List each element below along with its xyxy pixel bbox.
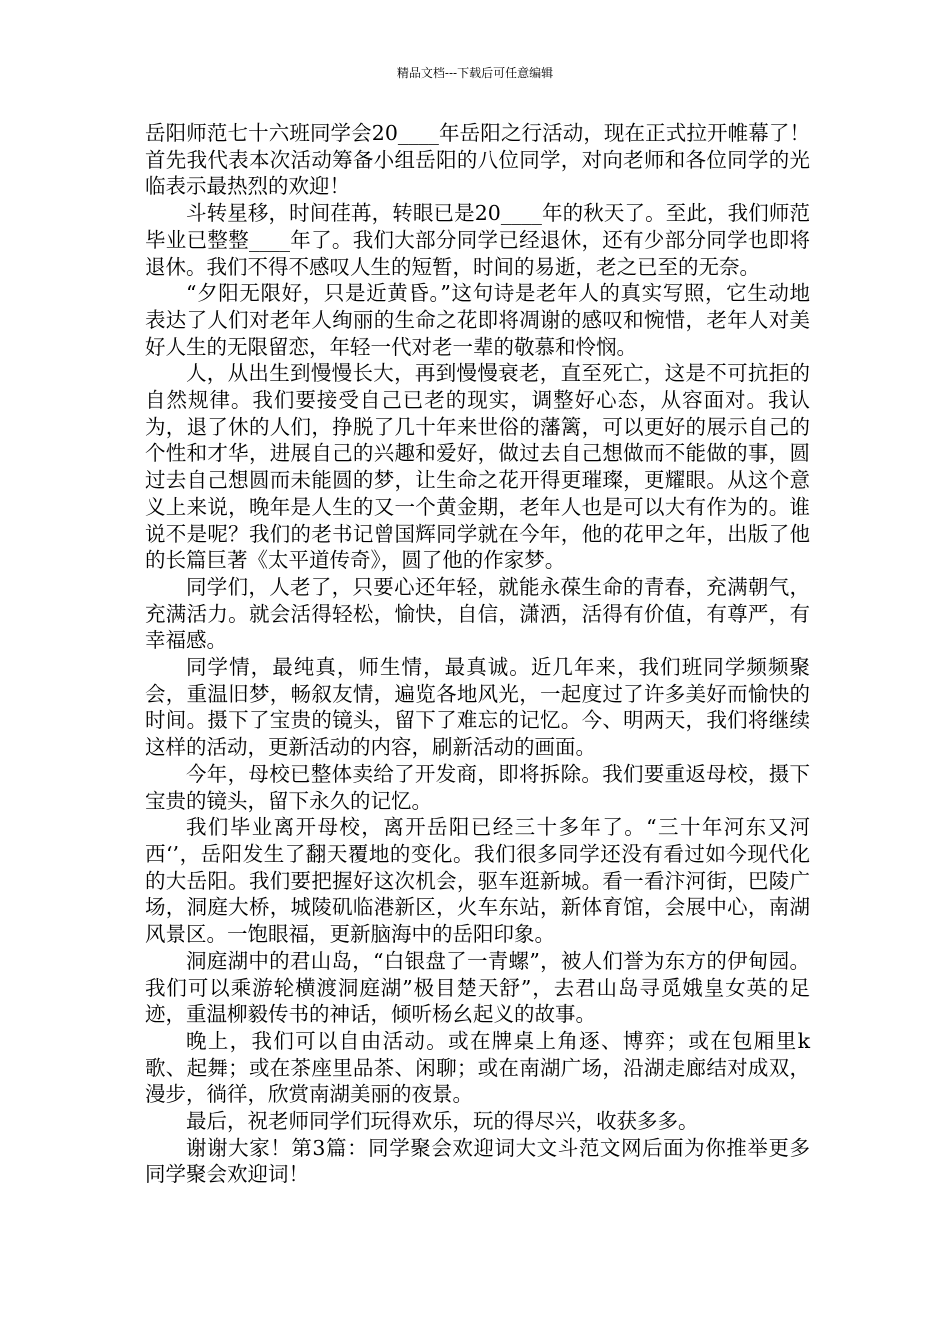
paragraph: 谢谢大家！第3篇：同学聚会欢迎词大文斗范文网后面为你推举更多同学聚会欢迎词！ <box>145 1135 810 1187</box>
paragraph: 同学们，人老了，只要心还年轻，就能永葆生命的青春，充满朝气，充满活力。就会活得轻松，愉快，自信，潇洒，活得有价值，有尊严，有幸福感。 <box>145 574 810 653</box>
paragraph: “夕阳无限好，只是近黄昏。”这句诗是老年人的真实写照，它生动地表达了人们对老年人绚丽的生命之花即将凋谢的感叹和惋惜，老年人对美好人生的无限留恋，年轻一代对老一辈的敬慕和怜悯。 <box>145 281 810 359</box>
document-body <box>145 120 810 1188</box>
paragraph: 人，从出生到慢慢长大，再到慢慢衰老，直至死亡，这是不可抗拒的自然规律。我们要接受自己已老的现实，调整好心态，从容面对。我认为，退了休的人们，挣脱了几十年来世俗的藩篱，可以更好的展示自己的个性和才华，进展自己的兴趣和爱好，做过去自己想做而不能做的事，圆过去自己想圆而未能圆的梦，让生命之花开得更璀璨，更耀眼。从这个意义上来说，晚年是人生的又一个黄金期，老年人也是可以大有作为的。谁说不是呢？我们的老书记曾国辉同学就在今年，他的花甲之年，出版了他的长篇巨著《太平道传奇》，圆了他的作家梦。 <box>145 361 810 573</box>
paragraph: 最后，祝老师同学们玩得欢乐，玩的得尽兴，收获多多。 <box>186 1109 699 1134</box>
page-header: 精品文档---下载后可任意编辑 <box>396 66 554 80</box>
paragraph: 同学情，最纯真，师生情，最真诚。近几年来，我们班同学频频聚会，重温旧梦，畅叙友情，遍览各地风光，一起度过了许多美好而愉快的时间。摄下了宝贵的镜头，留下了难忘的记忆。今、明两天，我们将继续这样的活动，更新活动的内容，刷新活动的画面。 <box>145 655 810 760</box>
paragraph: 斗转星移，时间荏苒，转眼已是20____年的秋天了。至此，我们师范毕业已整整____年了。我们大部分同学已经退休，还有少部分同学也即将退休。我们不得不感叹人生的短暂，时间的易逝，老之已至的无奈。 <box>145 201 810 279</box>
paragraph: 晚上，我们可以自由活动。或在牌桌上角逐、博弈；或在包厢里k歌、起舞；或在茶座里品茶、闲聊；或在南湖广场，沿湖走廊结对成双，漫步，徜徉，欣赏南湖美丽的夜景。 <box>145 1028 810 1107</box>
paragraph: 岳阳师范七十六班同学会20____年岳阳之行活动，现在正式拉开帷幕了！首先我代表本次活动筹备小组岳阳的八位同学，对向老师和各位同学的光临表示最热烈的欢迎！ <box>145 121 810 199</box>
paragraph: 今年，母校已整体卖给了开发商，即将拆除。我们要重返母校，摄下宝贵的镜头，留下永久的记忆。 <box>145 761 810 813</box>
paragraph: 洞庭湖中的君山岛，“白银盘了一青螺”，被人们誉为东方的伊甸园。我们可以乘游轮横渡洞庭湖”极目楚天舒”，去君山岛寻觅娥皇女英的足迹，重温柳毅传书的神话，倾听杨幺起义的故事。 <box>145 948 810 1027</box>
paragraph: 我们毕业离开母校，离开岳阳已经三十多年了。“三十年河东又河西‘’，岳阳发生了翻天覆地的变化。我们很多同学还没有看过如今现代化的大岳阳。我们要把握好这次机会，驱车逛新城。看一看汴河街，巴陵广场，洞庭大桥，城陵矶临港新区，火车东站，新体育馆，会展中心，南湖风景区。一饱眼福，更新脑海中的岳阳印象。 <box>145 815 810 947</box>
